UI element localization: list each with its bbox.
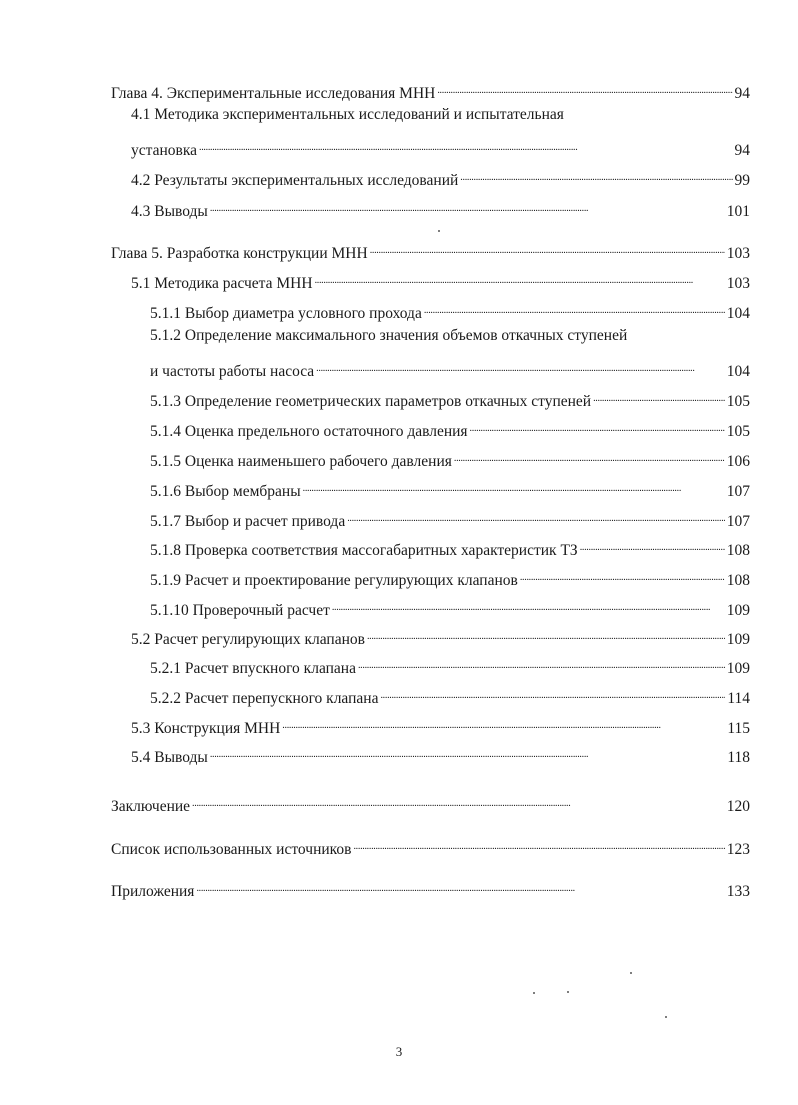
toc-entry-title: 5.1.1 Выбор диаметра условного прохода [150,305,422,322]
toc-leader-dots [454,444,725,466]
toc-leader-dots [580,533,725,555]
toc-entry-page: 103 [726,245,750,262]
toc-entry-page: 115 [727,720,750,737]
toc-entry-page: 104 [726,363,750,380]
toc-leader-dots [520,563,725,585]
toc-entry-page: 101 [726,203,750,220]
toc-entry-conclusion [111,789,750,815]
toc-entry-title: 5.1.5 Оценка наименьшего рабочего давления [150,453,452,470]
toc-entry-5-1-5 [150,444,750,470]
toc-entry-title: 5.2 Расчет регулирующих клапанов [131,631,365,648]
toc-leader-dots [437,76,732,98]
toc-entry-page: 109 [726,660,750,677]
toc-entry-4-3 [131,194,750,220]
toc-entry-4-2 [131,163,750,189]
toc-leader-dots [210,194,725,216]
toc-entry-page: 109 [726,631,750,648]
toc-entry-page: 123 [726,841,750,858]
toc-entry-page: 104 [726,305,750,322]
toc-entry-title: 5.1.8 Проверка соответствия массогабаритных характеристик ТЗ [150,542,578,559]
toc-entry-page: 114 [727,690,750,707]
toc-entry-title: 5.1.7 Выбор и расчет привода [150,513,346,530]
scan-speck [438,230,440,232]
toc-entry-page: 118 [727,749,750,766]
toc-entry-page: 107 [726,513,750,530]
toc-entry-5-1-7 [150,504,750,530]
toc-entry-references [111,832,750,858]
toc-leader-dots [210,740,725,762]
toc-leader-dots [353,832,724,854]
toc-entry-page: 105 [726,393,750,410]
toc-entry-title: Список использованных источников [111,841,352,858]
toc-entry-title: и частоты работы насоса [150,363,315,380]
toc-leader-dots [316,354,725,376]
toc-leader-dots [593,384,725,406]
toc-entry-page: 105 [726,423,750,440]
toc-entry-page: 108 [726,572,750,589]
toc-entry-5-1-1 [150,296,750,322]
scan-speck [630,972,632,974]
toc-leader-dots [367,622,725,644]
toc-entry-5-1-8 [150,533,750,559]
toc-leader-dots [380,681,725,703]
toc-entry-page: 108 [726,542,750,559]
toc-entry-page: 109 [726,602,750,619]
toc-entry-page: 133 [726,883,750,900]
toc-leader-dots [332,593,725,615]
toc-entry-title: Приложения [111,883,195,900]
toc-entry-title: Глава 4. Экспериментальные исследования МНН [111,85,436,102]
toc-entry-title: 5.2.1 Расчет впускного клапана [150,660,356,677]
toc-leader-dots [358,651,725,673]
toc-entry-5-1-6 [150,474,750,500]
toc-entry-5-1-3 [150,384,750,410]
toc-entry-page: 99 [734,172,750,189]
toc-leader-dots [303,474,725,496]
toc-leader-dots [460,163,732,185]
toc-entry-5-1-4 [150,414,750,440]
toc-entry-5-1-9 [150,563,750,589]
toc-entry-title: 5.4 Выводы [131,749,208,766]
toc-entry-title: 5.1.3 Определение геометрических параметров откачных ступеней [150,393,592,410]
toc-entry-5-1-2 [150,354,750,380]
toc-entry-title: 5.3 Конструкция МНН [131,720,281,737]
toc-leader-dots [282,711,725,733]
toc-entry-appendices [111,874,750,900]
toc-entry-page: 107 [726,483,750,500]
toc-leader-dots [196,874,724,896]
toc-entry-title: 5.1 Методика расчета МНН [131,275,313,292]
toc-entry-5-1 [131,266,750,292]
toc-entry-page: 94 [734,142,750,159]
toc-entry-title: 4.3 Выводы [131,203,208,220]
toc-entry-title-line1: 4.1 Методика экспериментальных исследований и испытательная [131,106,564,123]
scan-speck [665,1016,667,1018]
scan-speck [567,991,569,993]
toc-entry-5-2-2 [150,681,750,707]
toc-entry-5-2-1 [150,651,750,677]
toc-entry-title: 5.2.2 Расчет перепускного клапана [150,690,379,707]
toc-leader-dots [347,504,725,526]
toc-entry-page: 103 [726,275,750,292]
toc-entry-page: 106 [726,453,750,470]
toc-entry-title: 4.2 Результаты экспериментальных исследований [131,172,459,189]
toc-entry-title: Глава 5. Разработка конструкции МНН [111,245,368,262]
toc-entry-title: установка [131,142,198,159]
toc-entry-5-3 [131,711,750,737]
toc-entry-title: Заключение [111,798,191,815]
page-number: 3 [395,1044,403,1059]
toc-leader-dots [315,266,725,288]
toc-entry-title-line1: 5.1.2 Определение максимального значения объемов откачных ступеней [150,327,628,344]
toc-entry-title: 5.1.9 Расчет и проектирование регулирующих клапанов [150,572,518,589]
toc-entry-5-1-10 [150,593,750,619]
toc-entry-title: 5.1.6 Выбор мембраны [150,483,301,500]
toc-entry-chapter-4 [111,76,750,102]
toc-entry-chapter-5 [111,236,750,262]
toc-leader-dots [199,133,732,155]
toc-leader-dots [192,789,725,811]
toc-leader-dots [424,296,725,318]
toc-entry-title: 5.1.10 Проверочный расчет [150,602,330,619]
toc-entry-title: 5.1.4 Оценка предельного остаточного давления [150,423,468,440]
toc-entry-4-1 [131,133,750,159]
scan-speck [533,992,535,994]
toc-entry-page: 120 [726,798,750,815]
toc-entry-5-4 [131,740,750,766]
toc-leader-dots [370,236,725,258]
toc-leader-dots [470,414,725,436]
toc-entry-5-2 [131,622,750,648]
toc-entry-page: 94 [734,85,750,102]
